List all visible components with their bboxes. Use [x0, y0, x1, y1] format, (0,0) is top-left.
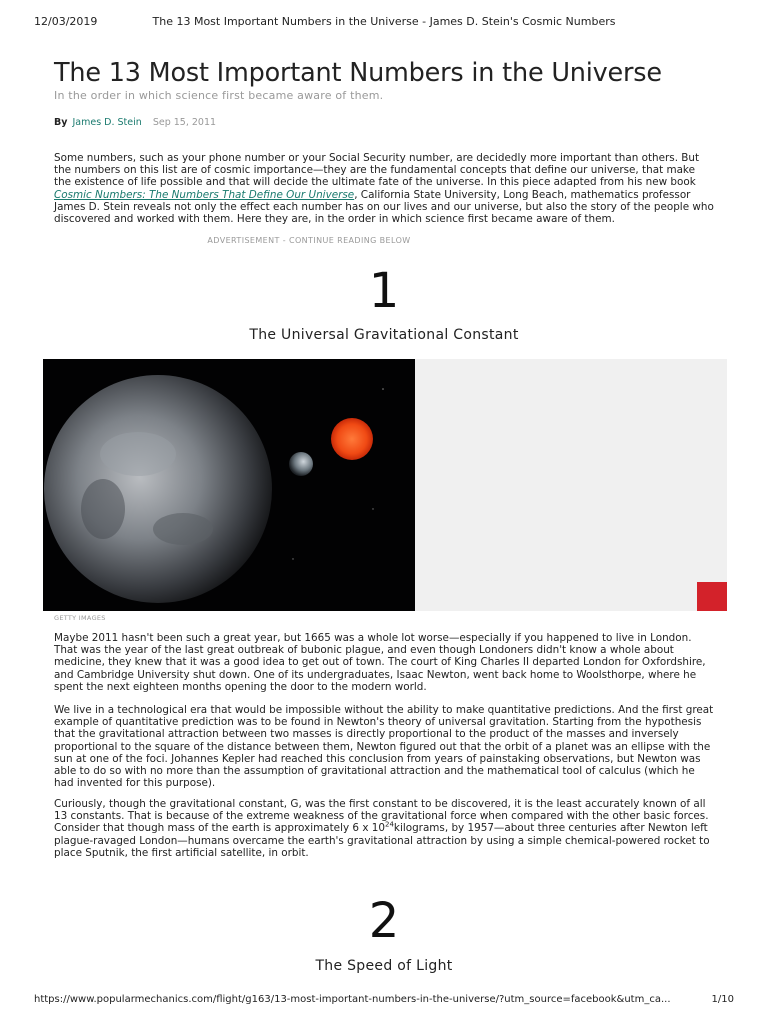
byline-by-label: By	[54, 117, 68, 128]
print-url: https://www.popularmechanics.com/flight/g163/13-most-important-numbers-in-the-universe/?utm_source=facebook&utm_ca...	[34, 994, 671, 1005]
book-link[interactable]: Cosmic Numbers: The Numbers That Define Our Universe	[54, 188, 355, 201]
red-marker	[697, 582, 727, 611]
section-title-2: The Speed of Light	[315, 958, 453, 974]
page-counter: 1/10	[711, 994, 734, 1005]
paragraph-3-text-end: kilograms, by 1957—about three centuries after Newton left plague-ravaged London—humans overcame the earth's gravitational attraction by using a simple chemical-powered rocket to place Sputnik, the first artificial satellite, in orbit.	[54, 822, 710, 859]
intro-text-start: Some numbers, such as your phone number or your Social Security number, are decidedly more important than others. But the numbers on this list are of cosmic importance—they are the fundamental concepts that define our universe, that make the existence of life possible and that will decide the ultimate fate of the universe. In this piece adapted from his new book	[54, 152, 700, 189]
exponent: 24	[385, 820, 394, 829]
print-date: 12/03/2019	[34, 15, 98, 28]
author-link[interactable]: James D. Stein	[72, 117, 142, 128]
section-1-paragraph-2: We live in a technological era that would be impossible without the ability to make quantitative predictions. And the first great example of quantitative prediction was to be found in Newton's theory of universal gravitation. Starting from the hypothesis that the gravitational attraction between two masses is directly proportional to the product of the masses and inversely proportional to the square of the distance between them, Newton figured out that the orbit of a planet was an ellipse with the sun at one of the foci. Johannes Kepler had reached this conclusion from years of painstaking observations, but Newton was able to do so with no more than the assumption of gravitational attraction and the mathematical tool of calculus (which he had invented for this purpose).	[54, 704, 714, 790]
section-1-image-area	[43, 359, 727, 611]
publish-date: Sep 15, 2011	[152, 117, 217, 128]
print-page-title: The 13 Most Important Numbers in the Universe - James D. Stein's Cosmic Numbers	[152, 15, 616, 28]
paragraph-3-text-start: Curiously, though the gravitational constant, G, was the first constant to be discovered, it is the least accurately known of all 13 constants. That is because of the extreme weakness of the gravitational force when compared with the other basic forces. Consider that though mass of the earth is approximately 6 x 10	[54, 798, 709, 835]
section-1-paragraph-3	[54, 798, 714, 859]
article-title: The 13 Most Important Numbers in the Universe	[54, 58, 662, 88]
section-1-paragraph-1: Maybe 2011 hasn't been such a great year, but 1665 was a whole lot worse—especially if you happened to live in London. That was the year of the last great outbreak of bubonic plague, and even though Londoners didn't know a whole about medicine, they knew that it was a good idea to get out of town. The court of King Charles II departed London for Oxfordshire, and Cambridge University shut down. One of its undergraduates, Isaac Newton, went back home to Woolsthorpe, where he spent the next eighteen months opening the door to the modern world.	[54, 632, 706, 693]
print-header	[34, 15, 734, 31]
section-title-1: The Universal Gravitational Constant	[249, 327, 519, 343]
planet-photo	[43, 359, 415, 611]
print-footer	[34, 994, 734, 1008]
article-dek: In the order in which science first became aware of them.	[54, 89, 384, 102]
intro-text-end: , California State University, Long Beach, mathematics professor James D. Stein reveals not only the effect each number has on our lives and our universe, but also the story of the people who discovered and worked with them. Here they are, in the order in which science first became aware of them.	[54, 188, 714, 226]
advertisement-label-text: ADVERTISEMENT - CONTINUE READING BELOW	[207, 236, 411, 245]
section-number-1: 1	[368, 263, 400, 319]
image-credit: GETTY IMAGES	[54, 614, 106, 622]
planet-illustration	[43, 359, 415, 611]
section-number-2: 2	[368, 893, 400, 949]
byline	[54, 117, 216, 128]
advertisement-label	[0, 236, 768, 245]
intro-paragraph	[54, 152, 714, 225]
